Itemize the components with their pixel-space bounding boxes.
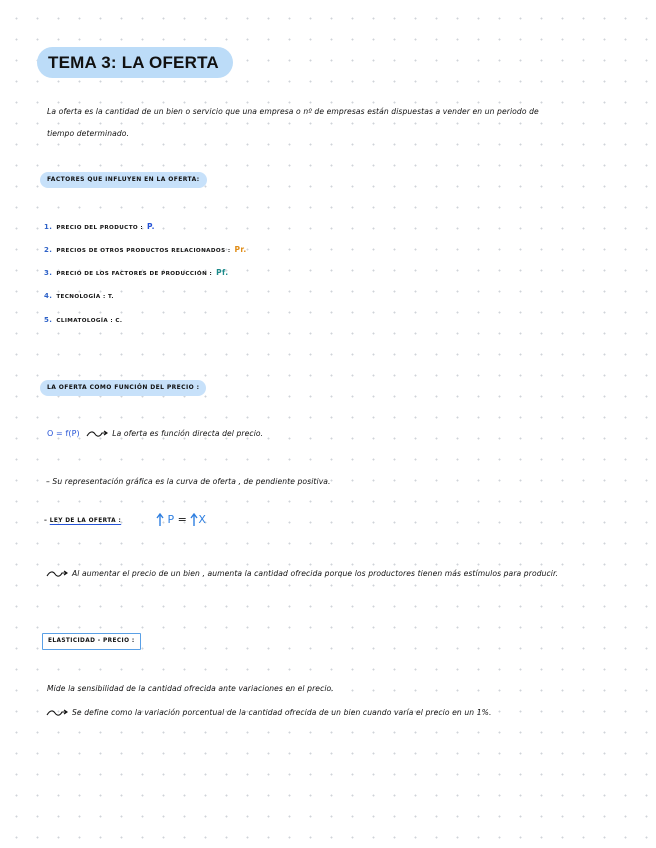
factor-number: 3. xyxy=(44,269,53,277)
squiggle-arrow-icon xyxy=(86,430,108,438)
squiggle-arrow-icon xyxy=(46,570,68,578)
squiggle-arrow-icon xyxy=(46,709,68,717)
factor-item-3 xyxy=(44,267,229,279)
factor-number: 1. xyxy=(44,223,53,231)
factor-symbol: P. xyxy=(147,222,155,231)
law-title: LEY DE LA OFERTA : xyxy=(49,518,122,524)
elasticity-heading: ELASTICIDAD - PRECIO : xyxy=(42,633,141,650)
factor-label: PRECIO DE LOS FACTORES DE PRODUCCIÓN : xyxy=(56,271,213,277)
elasticity-line-1: Mide la sensibilidad de la cantidad ofrecida ante variaciones en el precio. xyxy=(47,684,334,693)
function-heading: LA OFERTA COMO FUNCIÓN DEL PRECIO : xyxy=(40,380,206,396)
elasticity-line-2 xyxy=(46,708,491,717)
law-dash: – xyxy=(44,518,48,524)
factor-number: 5. xyxy=(44,316,53,324)
factor-symbol: Pr. xyxy=(234,245,247,254)
factor-item-1 xyxy=(44,221,155,233)
page-title: TEMA 3: LA OFERTA xyxy=(37,47,233,78)
function-formula: O = f(P) xyxy=(47,429,80,438)
factor-label: PRECIOS DE OTROS PRODUCTOS RELACIONADOS : xyxy=(56,248,231,254)
law-equals: = xyxy=(177,513,187,526)
law-explanation-text: Al aumentar el precio de un bien , aumenta la cantidad ofrecida porque los productores tienen más estímulos para producir. xyxy=(72,569,559,578)
definition-line-2: tiempo determinado. xyxy=(47,129,130,138)
law-explanation-line xyxy=(46,569,558,578)
function-line xyxy=(47,429,263,438)
factor-label: PRECIO DEL PRODUCTO : xyxy=(56,225,144,231)
factor-item-5 xyxy=(44,314,122,326)
law-x: X xyxy=(198,513,206,526)
law-label xyxy=(44,518,121,524)
elasticity-line-2-text: Se define como la variación porcentual de la cantidad ofrecida de un bien cuando varía el precio en un 1%. xyxy=(72,708,492,717)
factors-heading: FACTORES QUE INFLUYEN EN LA OFERTA: xyxy=(40,172,207,188)
function-text: La oferta es función directa del precio. xyxy=(112,429,264,438)
law-formula xyxy=(156,513,206,527)
factor-number: 2. xyxy=(44,246,53,254)
factor-item-4 xyxy=(44,290,114,302)
representation-line: – Su representación gráfica es la curva de oferta , de pendiente positiva. xyxy=(46,477,331,486)
factor-symbol: Pf. xyxy=(216,268,229,277)
factor-label: TECNOLOGÍA : T. xyxy=(56,294,114,300)
definition-line-1: La oferta es la cantidad de un bien o servicio que una empresa o nº de empresas están dispuestas a vender en un periodo de xyxy=(47,107,539,116)
factor-label: CLIMATOLOGÍA : C. xyxy=(56,318,123,324)
factor-number: 4. xyxy=(44,292,53,300)
up-arrow-icon xyxy=(156,513,164,527)
law-p: P xyxy=(167,513,175,526)
factor-item-2 xyxy=(44,244,247,256)
